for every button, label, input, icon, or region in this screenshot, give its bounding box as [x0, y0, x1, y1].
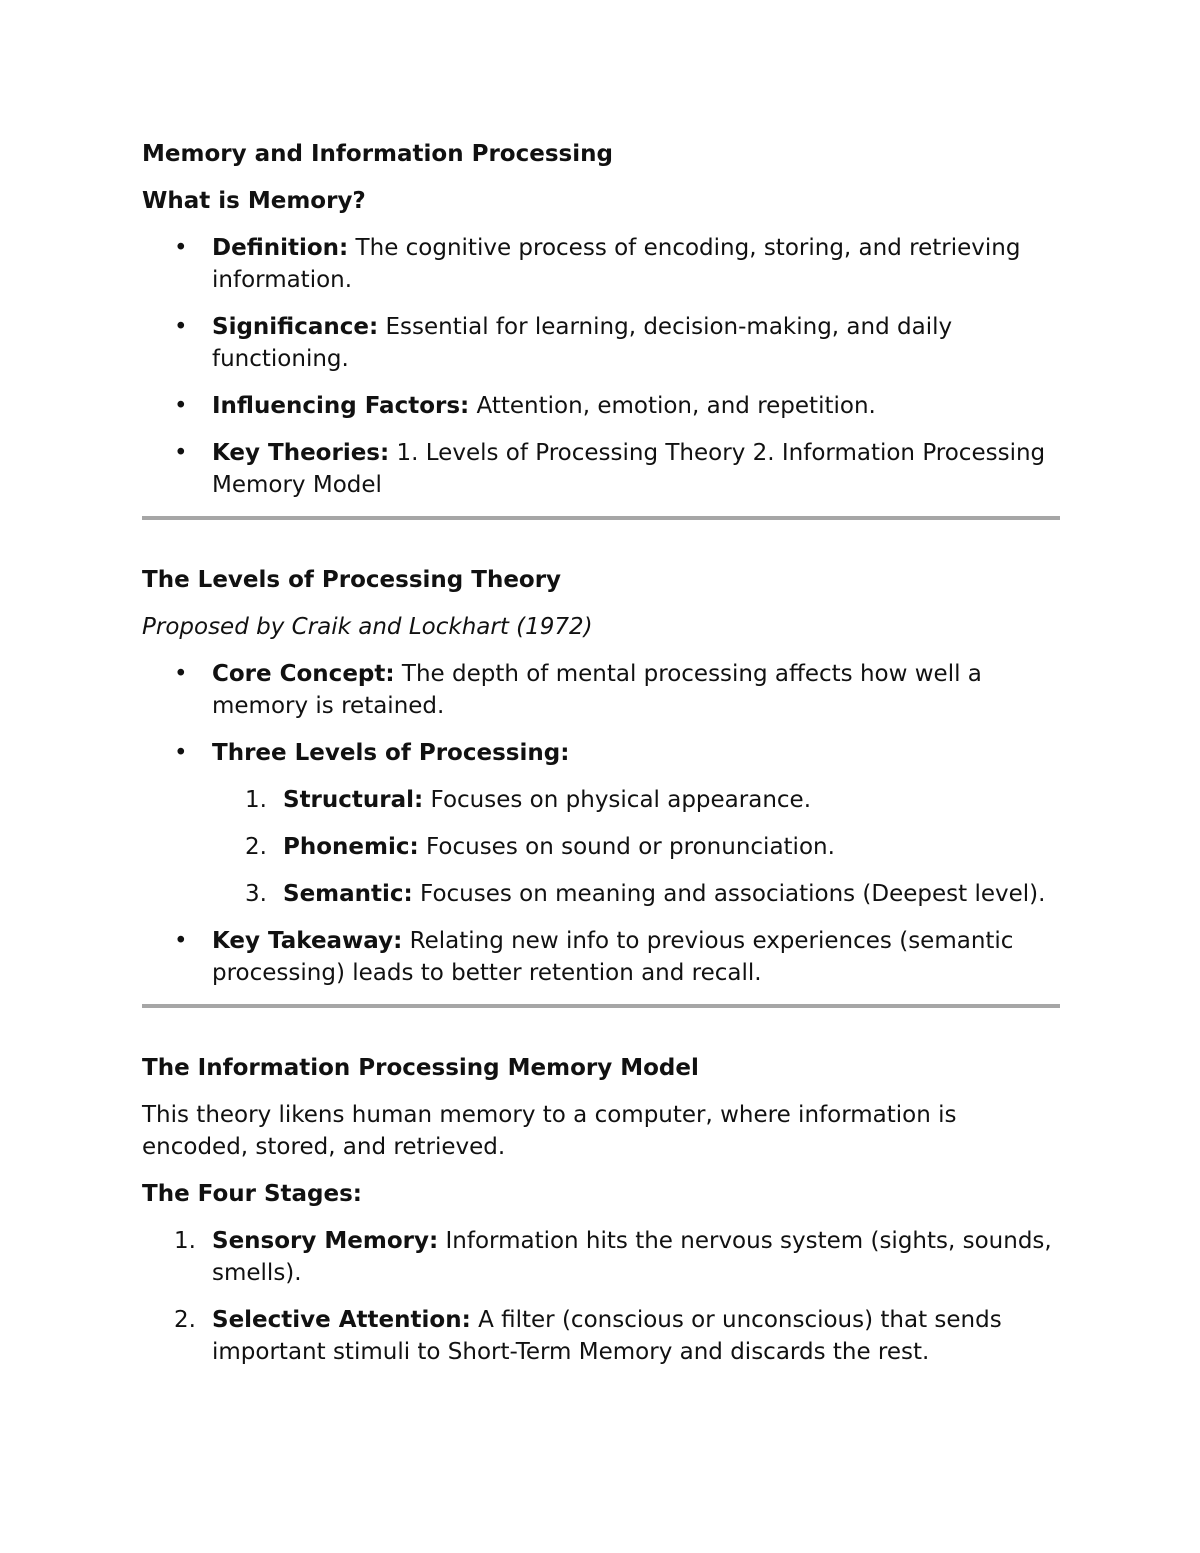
stage-text: A filter (conscious or unconscious) that sends important stimuli to Short-Term Memory and discards the rest. — [212, 1307, 1002, 1365]
bullet-definition — [142, 232, 1060, 296]
stage-text: Information hits the nervous system (sights, sounds, smells). — [212, 1228, 1052, 1286]
level-text: Focuses on meaning and associations (Deepest level). — [412, 881, 1046, 907]
document-page — [142, 138, 1060, 1383]
list-number: 2. — [245, 834, 267, 860]
bullet-label: Influencing Factors: — [212, 393, 470, 419]
section-intro-paragraph: This theory likens human memory to a computer, where information is encoded, stored, and retrieved. — [142, 1102, 957, 1160]
bullet-text: Essential for learning, decision-making, and daily functioning. — [212, 314, 953, 372]
bullet-influencing-factors — [142, 390, 1060, 422]
list-number: 2. — [174, 1307, 196, 1333]
level-text: Focuses on physical appearance. — [423, 787, 812, 813]
bullet-text: The cognitive process of encoding, storing, and retrieving information. — [212, 235, 1021, 293]
section-divider — [142, 516, 1060, 520]
document-title: Memory and Information Processing — [142, 141, 613, 167]
bullet-three-levels — [142, 737, 1060, 910]
levels-numbered-list — [212, 784, 1060, 910]
level-semantic — [212, 878, 1060, 910]
stage-label: Selective Attention: — [212, 1307, 471, 1333]
section-subtitle: Proposed by Craik and Lockhart (1972) — [142, 614, 593, 640]
bullet-key-takeaway — [142, 925, 1060, 989]
level-label: Structural: — [283, 787, 424, 813]
level-structural — [212, 784, 1060, 816]
level-phonemic — [212, 831, 1060, 863]
list-number: 1. — [245, 787, 267, 813]
section-divider — [142, 1004, 1060, 1008]
bullet-key-theories — [142, 437, 1060, 501]
bullet-text: Relating new info to previous experiences (semantic processing) leads to better retention and recall. — [212, 928, 1014, 986]
bullet-label: Significance: — [212, 314, 379, 340]
bullet-label: Key Takeaway: — [212, 928, 403, 954]
bullet-label: Three Levels of Processing: — [212, 740, 570, 766]
bullet-text: 1. Levels of Processing Theory 2. Information Processing Memory Model — [212, 440, 1046, 498]
stage-label: Sensory Memory: — [212, 1228, 439, 1254]
list-number: 3. — [245, 881, 267, 907]
bullet-label: Definition: — [212, 235, 349, 261]
list-number: 1. — [174, 1228, 196, 1254]
stages-numbered-list — [142, 1225, 1060, 1368]
bullet-text: Attention, emotion, and repetition. — [469, 393, 876, 419]
section-heading-what-is-memory: What is Memory? — [142, 188, 366, 214]
bullet-label: Key Theories: — [212, 440, 390, 466]
stage-sensory-memory — [142, 1225, 1060, 1289]
section-heading-information-processing-model: The Information Processing Memory Model — [142, 1055, 699, 1081]
bullet-text: The depth of mental processing affects how well a memory is retained. — [212, 661, 982, 719]
bullet-significance — [142, 311, 1060, 375]
bullet-core-concept — [142, 658, 1060, 722]
memory-bullet-list — [142, 232, 1060, 501]
four-stages-heading: The Four Stages: — [142, 1181, 363, 1207]
level-label: Semantic: — [283, 881, 413, 907]
stage-selective-attention — [142, 1304, 1060, 1368]
levels-bullet-list — [142, 658, 1060, 989]
bullet-label: Core Concept: — [212, 661, 395, 687]
section-heading-levels-of-processing: The Levels of Processing Theory — [142, 567, 562, 593]
level-text: Focuses on sound or pronunciation. — [418, 834, 835, 860]
level-label: Phonemic: — [283, 834, 419, 860]
